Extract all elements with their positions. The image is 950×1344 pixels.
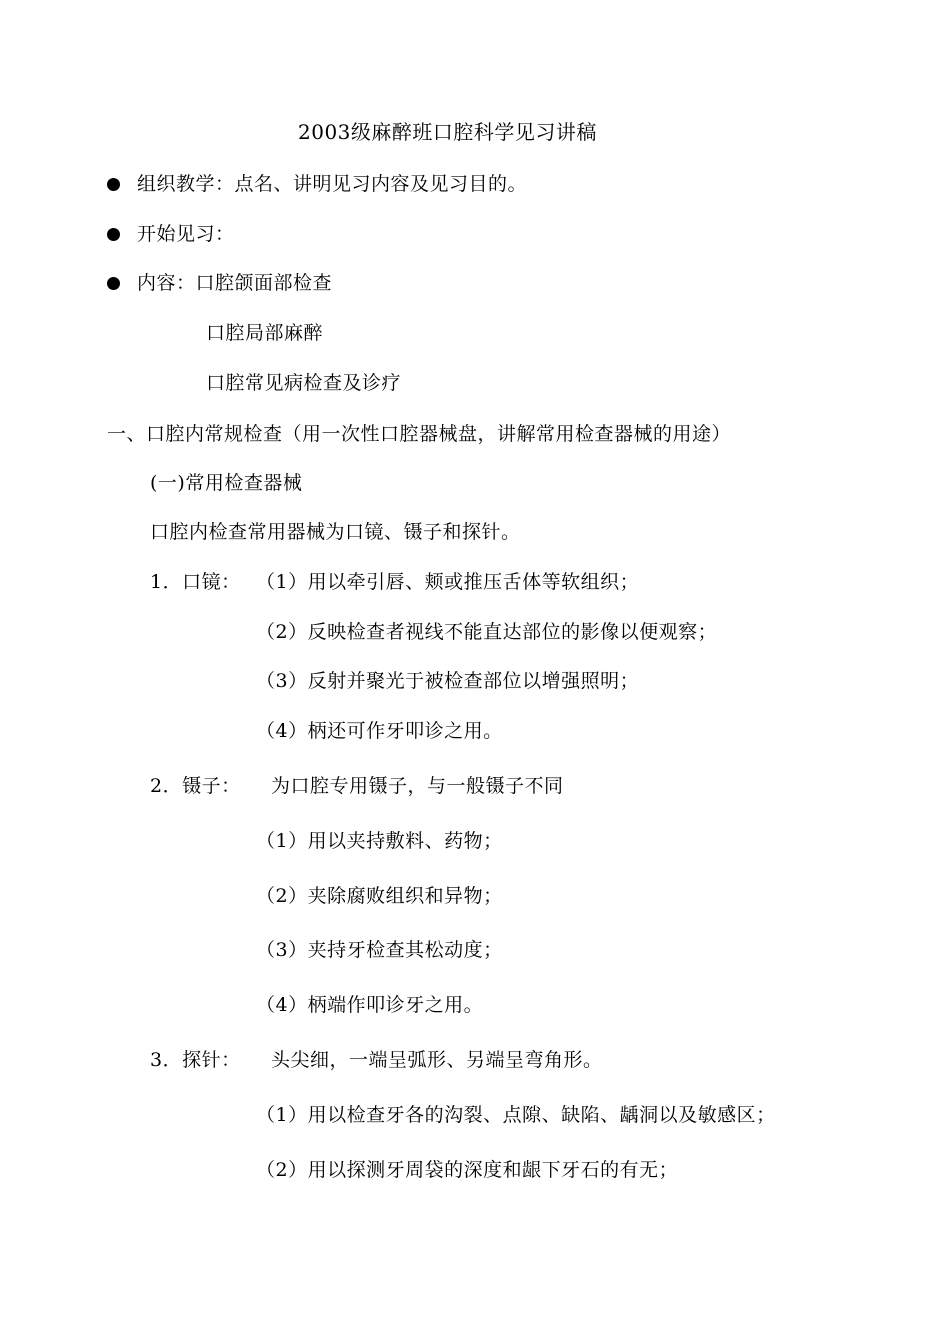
tweezers-description: 为口腔专用镊子，与一般镊子不同 — [271, 775, 564, 797]
content-sub-common-disease: 口腔常见病检查及诊疗 — [206, 372, 402, 394]
item-label-tweezers: 2．镊子： — [150, 775, 241, 797]
mirror-point: （2）反映检查者视线不能直达部位的影像以便观察； — [256, 621, 718, 643]
probe-description: 头尖细，一端呈弧形、另端呈弯角形。 — [271, 1049, 603, 1071]
item-label-mirror: 1．口镜： — [150, 571, 241, 593]
intro-paragraph: 口腔内检查常用器械为口镜、镊子和探针。 — [150, 521, 521, 543]
tweezers-point: （1）用以夹持敷料、药物； — [256, 830, 503, 852]
bullet-item-start: 开始见习： — [137, 223, 235, 245]
bullet-dot — [107, 178, 120, 191]
sub-heading: (一)常用检查器械 — [150, 472, 303, 494]
content-sub-anesthesia: 口腔局部麻醉 — [206, 322, 324, 344]
mirror-point: （3）反射并聚光于被检查部位以增强照明； — [256, 670, 640, 692]
tweezers-point: （3）夹持牙检查其松动度； — [256, 939, 503, 961]
mirror-point: （4）柄还可作牙叩诊之用。 — [256, 720, 503, 742]
bullet-item-organize: 组织教学：点名、讲明见习内容及见习目的。 — [137, 173, 528, 195]
mirror-point: （1）用以牵引唇、颊或推压舌体等软组织； — [256, 571, 640, 593]
document-title: 2003级麻醉班口腔科学见习讲稿 — [298, 120, 597, 144]
probe-point: （2）用以探测牙周袋的深度和龈下牙石的有无； — [256, 1159, 679, 1181]
section-heading: 一、口腔内常规检查（用一次性口腔器械盘，讲解常用检查器械的用途） — [107, 423, 732, 445]
tweezers-point: （2）夹除腐败组织和异物； — [256, 885, 503, 907]
probe-point: （1）用以检查牙各的沟裂、点隙、缺陷、龋洞以及敏感区； — [256, 1104, 776, 1126]
bullet-dot — [107, 228, 120, 241]
item-label-probe: 3．探针： — [150, 1049, 241, 1071]
bullet-item-content: 内容：口腔颌面部检查 — [137, 272, 333, 294]
bullet-dot — [107, 277, 120, 290]
tweezers-point: （4）柄端作叩诊牙之用。 — [256, 994, 484, 1016]
